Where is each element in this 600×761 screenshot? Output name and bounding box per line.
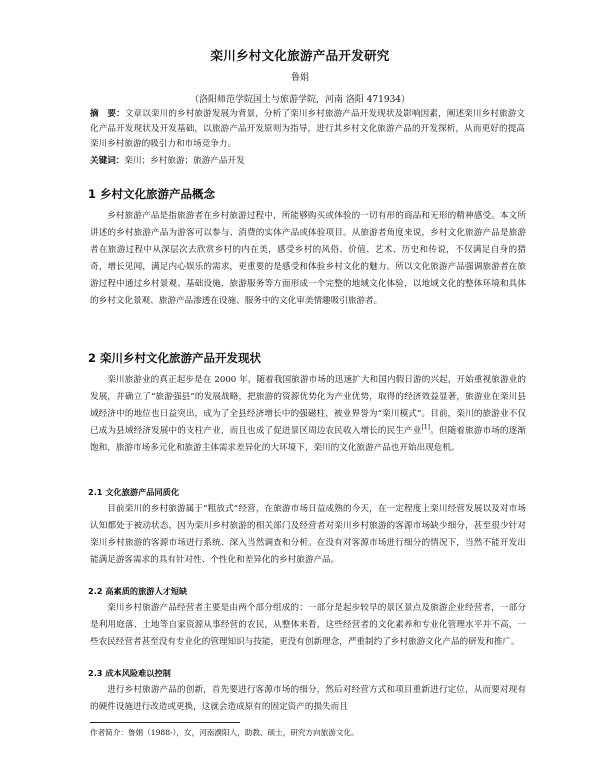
subsection-2-1-paragraph: 目前栾川的乡村旅游属于“粗放式”经营，在旅游市场日益成熟的今天，在一定程度上栾川经营发展以及对市场认知都处于被动状态，因为栾川乡村旅游的相关部门及经营者对栾川乡村旅游的客源市场缺少细分，甚至很少针对栾川乡村旅游的客源市场进行系统、深入当然调查和分析。在没有对客源市场进行细分的情况下，当然不能开发出能满足游客需求的具有针对性、个性化和差异化的乡村旅游产品。 (90, 504, 526, 565)
section-2-text-b: 。但随着旅游市场的逐渐饱和，旅游市场多元化和旅游主体需求差异化的大环境下，栾川的文化旅游产品也开始出现危机。 (90, 426, 526, 453)
keywords (90, 155, 525, 168)
abstract-label: 摘 要： (90, 109, 125, 119)
author-affiliation: （洛阳师范学院国土与旅游学院，河南 洛阳 471934） (189, 95, 411, 105)
abstract (90, 107, 525, 152)
section-1-heading: 1 乡村文化旅游产品概念 (88, 187, 216, 201)
keywords-label: 关键词： (90, 156, 125, 166)
paper-title: 栾川乡村文化旅游产品开发研究 (210, 48, 390, 63)
section-2-text-a: 栾川旅游业的真正起步是在 2000 年，随着我国旅游市场的迅速扩大和国内假日游的兴起，开始重视旅游业的发展，并确立了“旅游强县”的发展战略，把旅游的资源优势化为产业优势，取得的经济效益显著，旅游业在栾川县域经济中的地位也日益突出，成为了全县经济增长中的强磁柱，被业界誉为“栾川模式”。目前，栾川的旅游业不仅已成为县域经济发展中的支柱产业，而且也成了促进景区周边农民收入增长的民生产业 (90, 375, 526, 436)
section-1-paragraph: 乡村旅游产品是指旅游者在乡村旅游过程中，所能够购买或体验的一切有形的商品和无形的精神感受。本文所讲述的乡村旅游产品为游客可以参与、消费的实体产品或体验项目。从旅游者角度来说，乡村文化旅游产品是旅游者在旅游过程中从深层次去欣赏乡村的内在美，感受乡村的风俗、价值、艺术、历史和传说，不仅满足自身的猎奇，增长见闻，满足内心娱乐的需求，更重要的是感受和体验乡村文化的魅力。所以文化旅游产品强调旅游者在旅游过程中通过乡村景观、基础设施、旅游服务等方面形成一个完整的地域文化体验，以地域文化的整体环境和具体的乡村文化景观、旅游产品渗透在设施、服务中的文化审美情趣吸引旅游者。 (90, 211, 526, 306)
section-2-heading: 2 栾川乡村文化旅游产品开发现状 (88, 351, 262, 365)
author-name: 鲁娟 (290, 73, 309, 83)
subsection-2-2-heading: 2.2 高素质的旅游人才短缺 (88, 586, 188, 596)
keywords-text: 栾川；乡村旅游；旅游产品开发 (124, 156, 245, 166)
subsection-2-3-paragraph: 进行乡村旅游产品的创新，首先要进行客源市场的细分，然后对经营方式和项目重新进行定位，从而要对现有的硬件设施进行改造或更换，这就会造成原有的固定资产的损失而且 (90, 685, 526, 712)
citation-ref: [1] (421, 424, 431, 432)
section-2-paragraph (90, 372, 526, 457)
abstract-text: 文章以栾川的乡村旅游发展为背景，分析了栾川乡村旅游产品开发现状及影响因素，阐述栾川乡村旅游文化产品开发现状及开发基础，以旅游产品开发原则为指导，进行其乡村文化旅游产品的开发探析，从而更好的提高栾川乡村旅游的吸引力和市场竞争力。 (90, 109, 525, 149)
subsection-2-2-paragraph: 栾川乡村旅游产品经营者主要是由两个部分组成的：一部分是起步较早的景区景点及旅游企业经营者，一部分是利用庭落、土地等自家资源从事经营的农民，从整体来看，这些经营者的文化素养和专业化管理水平并不高，一些农民经营者甚至没有专业化的管理知识与技能，更没有创新理念，严重制约了乡村旅游文化产品的研发和推广。 (90, 603, 526, 647)
subsection-2-3-heading: 2.3 成本风险难以控制 (88, 668, 171, 678)
subsection-2-1-heading: 2.1 文化旅游产品同质化 (88, 487, 180, 497)
footnote-divider (90, 722, 240, 723)
author-footnote: 作者简介：鲁娟（1988-），女，河南濮阳人，助教、硕士，研究方向旅游文化。 (90, 728, 359, 737)
